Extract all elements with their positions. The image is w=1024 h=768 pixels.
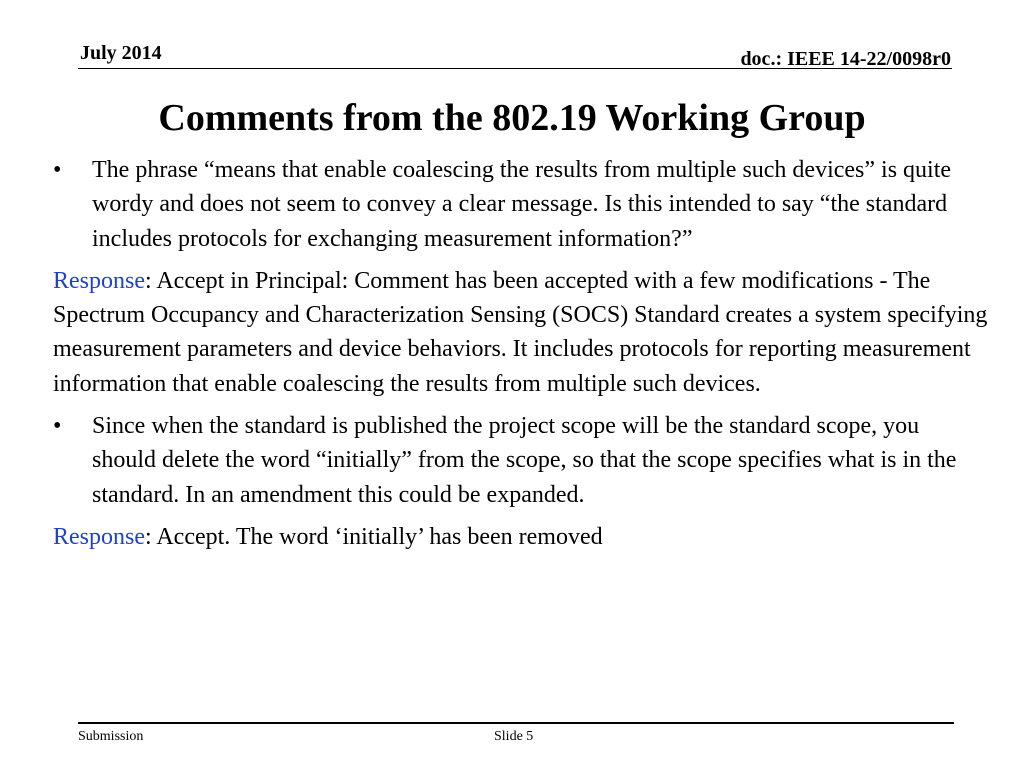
bullet-icon: • bbox=[53, 413, 62, 440]
slide-title: Comments from the 802.19 Working Group bbox=[158, 97, 866, 139]
comment-bullet-2 bbox=[53, 409, 988, 512]
footer-slide-number: Slide 5 bbox=[494, 729, 534, 744]
response-text-1: : Accept in Principal: Comment has been accepted with a few modifications - The Spectrum Occupancy and Characterization Sensing (SOCS) Standard creates a system specifying measurement parameters and device behaviors. It includes protocols for reporting measurement information that enable coalescing the results from multiple such devices. bbox=[53, 267, 988, 397]
response-1 bbox=[53, 264, 988, 401]
comment-text-1: The phrase “means that enable coalescing the results from multiple such devices” is quite wordy and does not seem to convey a clear message. Is this intended to say “the standard includes protocols for exchanging measurement information?” bbox=[92, 157, 952, 252]
bullet-icon: • bbox=[53, 157, 62, 183]
header-doc-id: doc.: IEEE 14-22/0098r0 bbox=[740, 48, 951, 70]
footer-submission: Submission bbox=[78, 729, 144, 744]
footer-divider bbox=[78, 722, 954, 724]
response-text-2: : Accept. The word ‘initially’ has been removed bbox=[145, 523, 603, 550]
header-date: July 2014 bbox=[80, 42, 162, 64]
response-label-2: Response bbox=[53, 523, 145, 550]
comment-text-2: Since when the standard is published the project scope will be the standard scope, you should delete the word “initially” from the scope, so that the scope specifies what is in the standard. In an amendment this could be expanded. bbox=[92, 413, 957, 508]
response-label-1: Response bbox=[53, 267, 145, 294]
response-2 bbox=[53, 520, 988, 554]
comment-bullet-1 bbox=[53, 153, 988, 256]
header-divider bbox=[78, 68, 952, 69]
slide-body bbox=[53, 153, 988, 562]
